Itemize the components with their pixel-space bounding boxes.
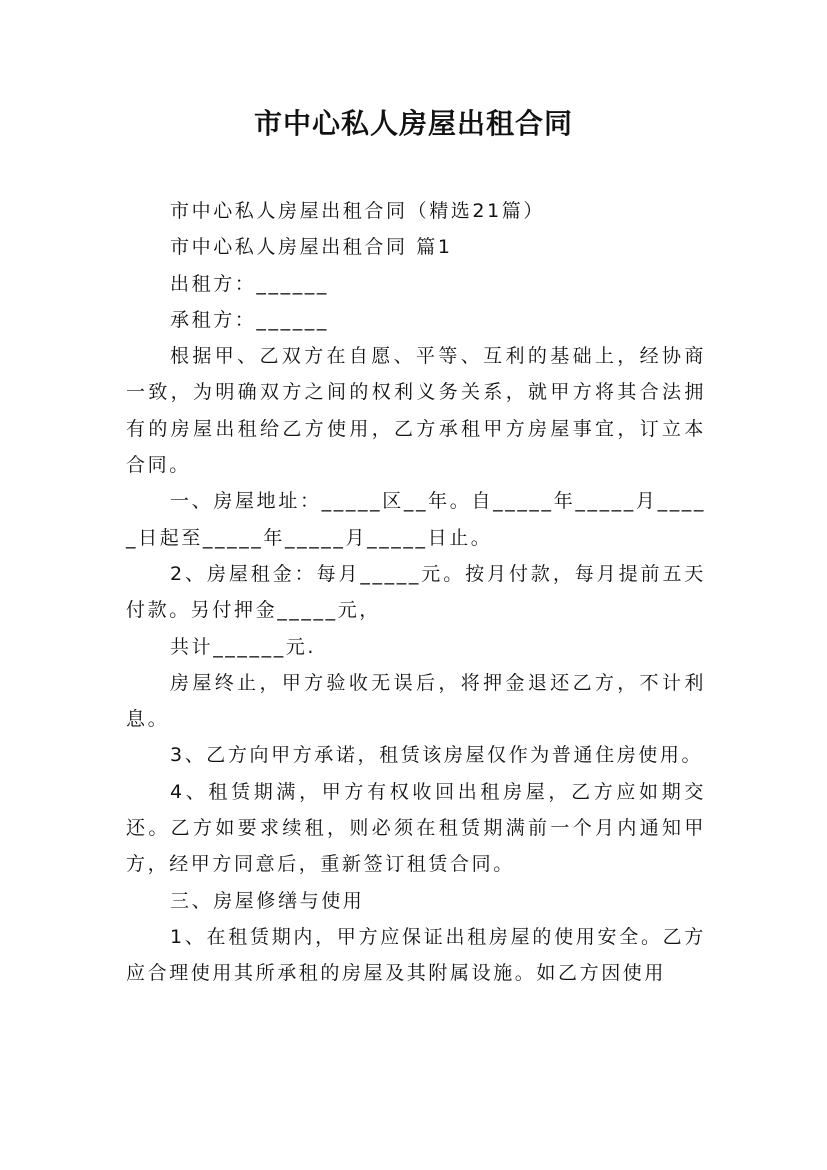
paragraph-usage-promise: 3、乙方向甲方承诺，租赁该房屋仅作为普通住房使用。 [170,744,704,767]
document-title: 市中心私人房屋出租合同 [253,107,573,140]
paragraph-repair-heading: 三、房屋修缮与使用 [170,889,365,912]
paragraph-section-heading: 市中心私人房屋出租合同 篇1 [170,236,453,259]
paragraph-address-term: 一、房屋地址：_____区__年。自_____年_____月_____日起至_____年_____月_____日止。 [126,490,706,549]
paragraph-repair-clause-1: 1、在租赁期内，甲方应保证出租房屋的使用安全。乙方应合理使用其所承租的房屋及其附属设施。如乙方因使用 [126,925,706,985]
paragraph-preamble: 根据甲、乙双方在自愿、平等、互利的基础上，经协商一致，为明确双方之间的权利义务关系，就甲方将其合法拥有的房屋出租给乙方使用，乙方承租甲方房屋事宜，订立本合同。 [126,345,706,477]
paragraph-subtitle: 市中心私人房屋出租合同（精选21篇） [170,200,545,222]
paragraph-total: 共计______元. [170,635,317,658]
paragraph-lessor: 出租方：______ [170,272,330,295]
document-body [126,193,706,992]
paragraph-lease-expiry: 4、租赁期满，甲方有权收回出租房屋，乙方应如期交还。乙方如要求续租，则必须在租赁期满前一个月内通知甲方，经甲方同意后，重新签订租赁合同。 [126,780,706,876]
paragraph-rent: 2、房屋租金：每月_____元。按月付款，每月提前五天付款。另付押金_____元， [126,562,706,622]
paragraph-lessee: 承租方：______ [170,308,330,331]
paragraph-deposit-return: 房屋终止，甲方验收无误后，将押金退还乙方，不计利息。 [126,671,706,731]
